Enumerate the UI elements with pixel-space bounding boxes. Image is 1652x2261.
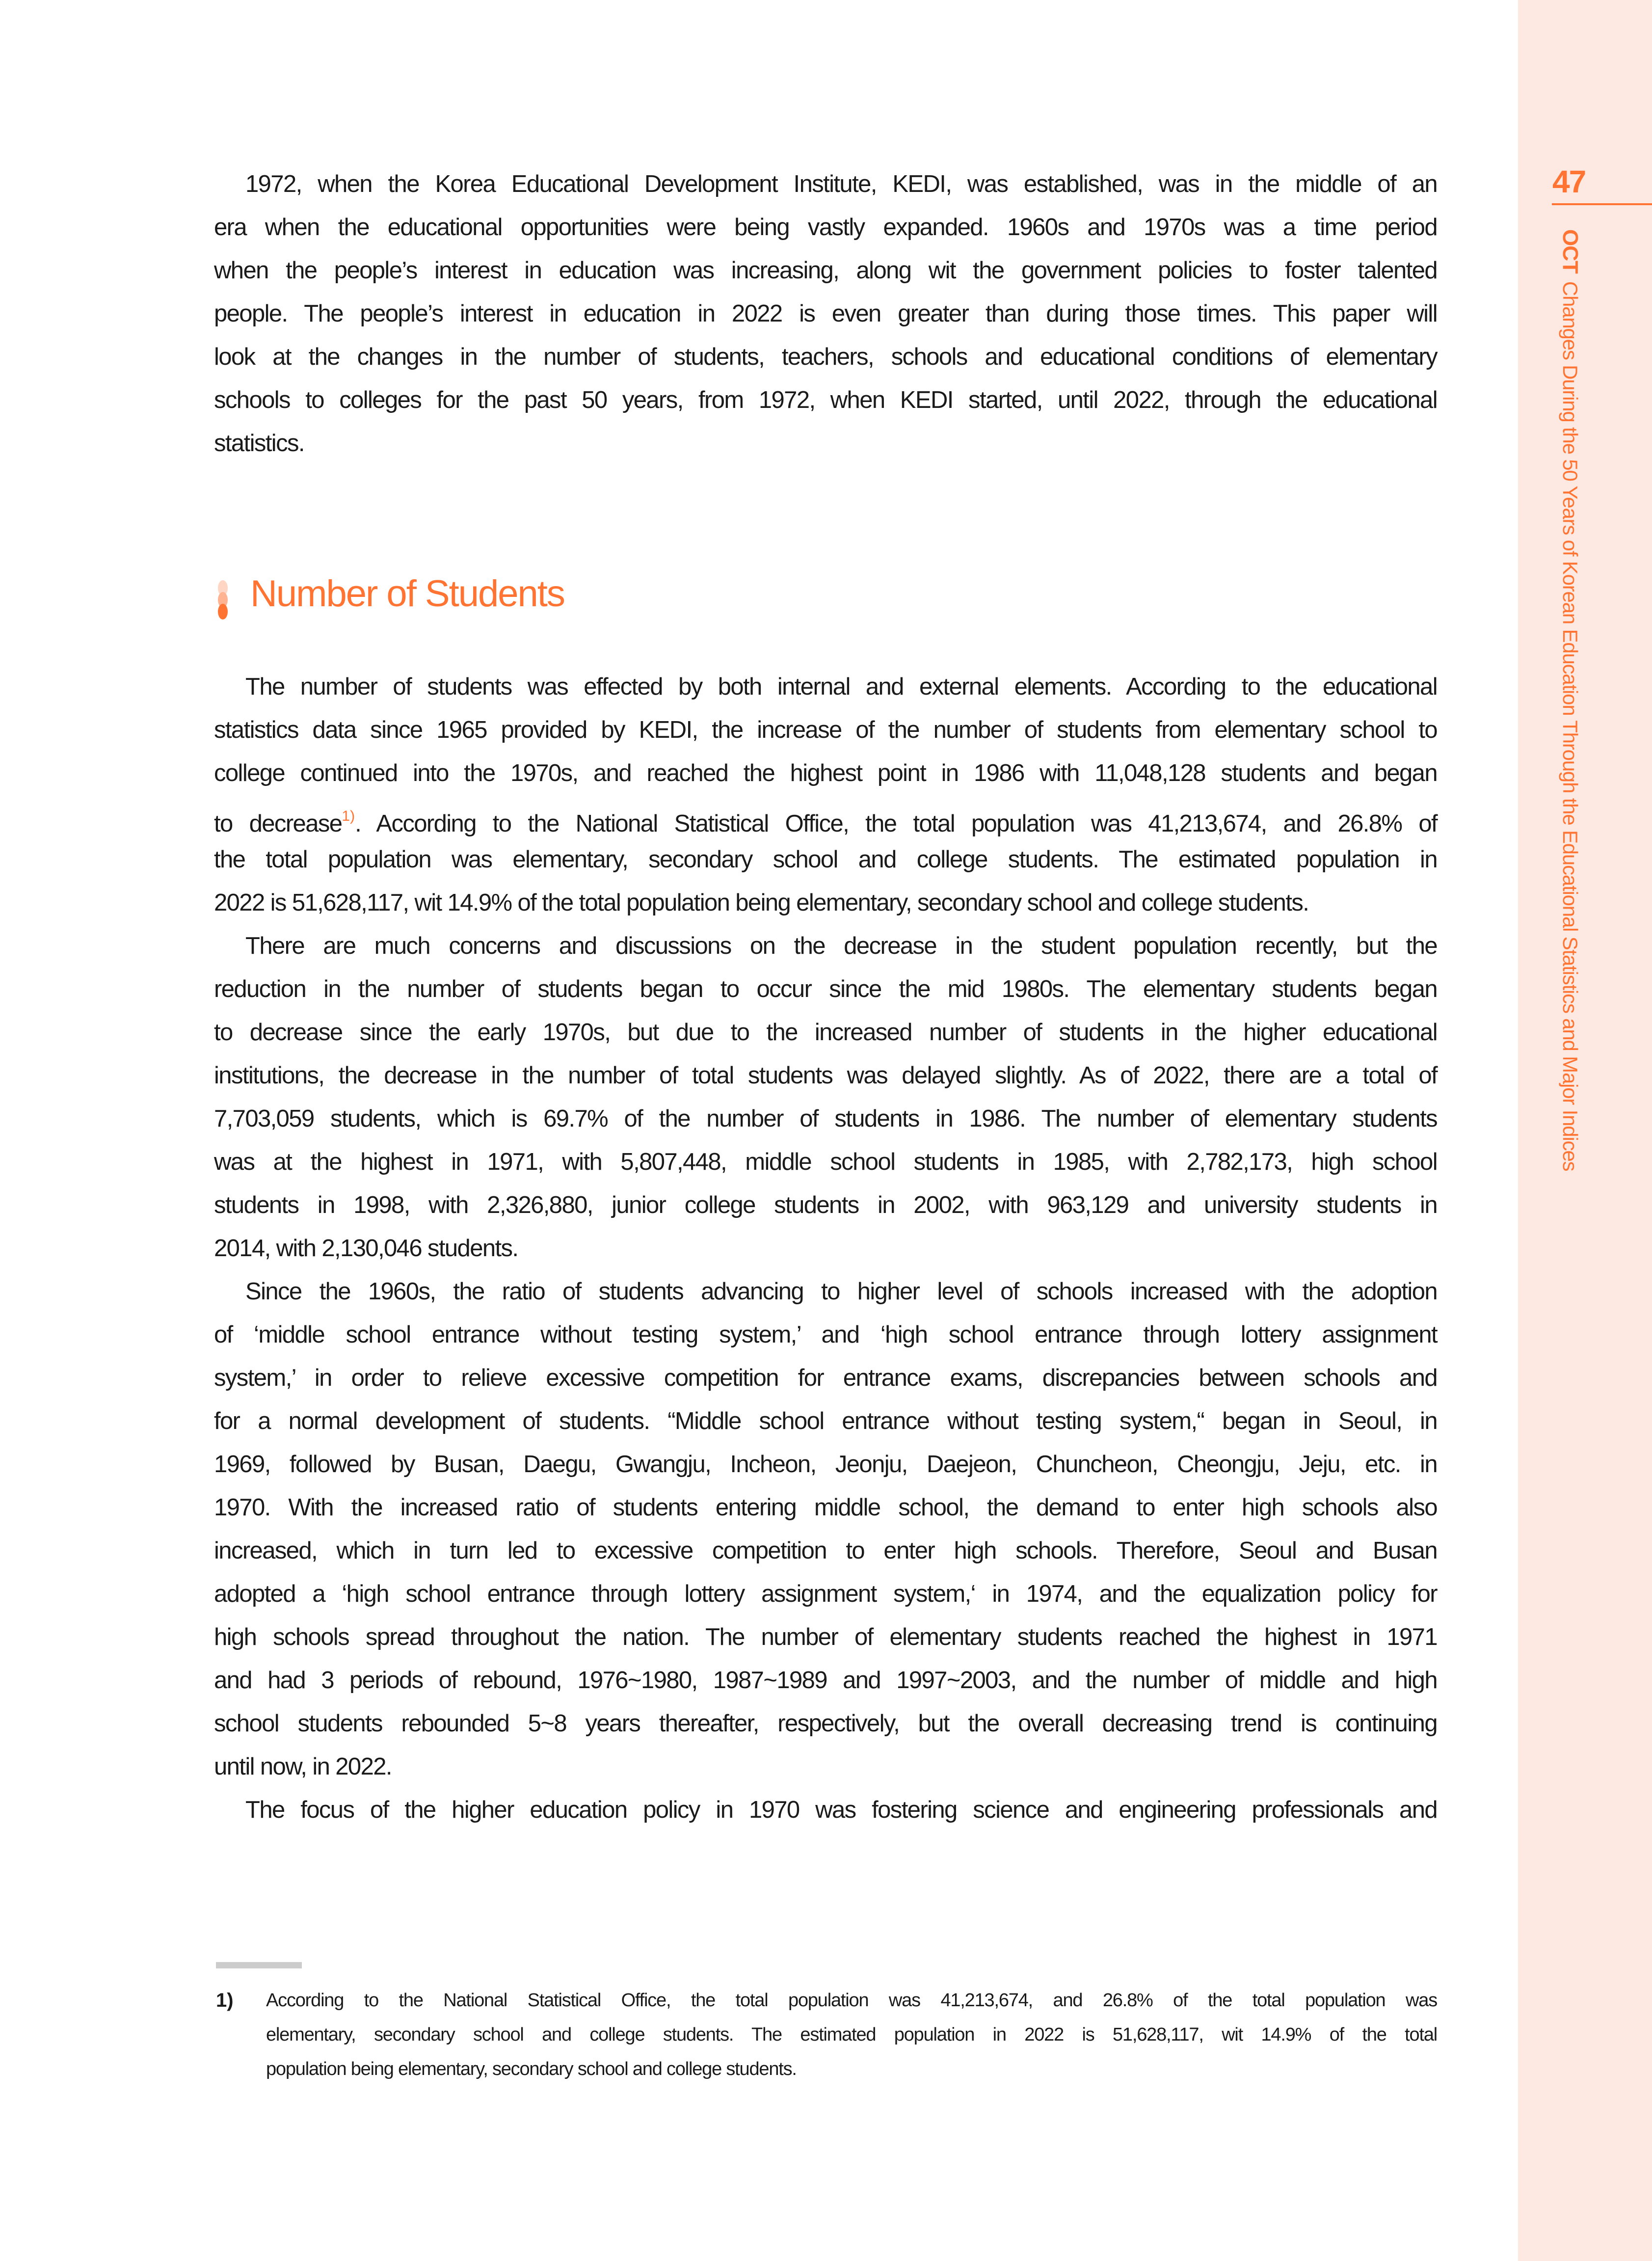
text-line: 2014, with 2,130,046 students. — [214, 1235, 518, 1262]
text-line: reduction in the number of students began to occur since the mid 1980s. The elementary students began — [214, 976, 1437, 1002]
text-line: 1969, followed by Busan, Daegu, Gwangju, Incheon, Jeonju, Daejeon, Chuncheon, Cheongju, Jeju, etc. in — [214, 1451, 1437, 1478]
section-title: Number of Students — [250, 573, 564, 615]
text-line: was at the highest in 1971, with 5,807,448, middle school students in 1985, with 2,782,173, high school — [214, 1149, 1437, 1175]
page-number-divider — [1552, 203, 1652, 205]
running-title: Changes During the 50 Years of Korean Education Through the Educational Statistics and Major Indices — [1559, 281, 1582, 1171]
issue-label: OCT — [1558, 229, 1582, 273]
footnote-line: According to the National Statistical Office, the total population was 41,213,674, and 26.8% of the total population was — [266, 1990, 1437, 2011]
text-line: 2022 is 51,628,117, wit 14.9% of the total population being elementary, secondary school and college students. — [214, 889, 1309, 916]
text-line: look at the changes in the number of students, teachers, schools and educational conditions of elementary — [214, 344, 1437, 370]
text-line: The number of students was effected by both internal and external elements. According to the educational — [245, 673, 1437, 700]
text-line: until now, in 2022. — [214, 1753, 392, 1780]
footnote-reference-link[interactable]: 1) — [342, 808, 355, 824]
text-line: system,’ in order to relieve excessive competition for entrance exams, discrepancies between schools and — [214, 1365, 1437, 1391]
text-line: 1972, when the Korea Educational Development Institute, KEDI, was established, was in the middle of an — [245, 171, 1437, 197]
footnote-number: 1) — [216, 1990, 234, 2011]
text-line: for a normal development of students. “Middle school entrance without testing system,“ began in Seoul, in — [214, 1408, 1437, 1434]
text-line: schools to colleges for the past 50 years, from 1972, when KEDI started, until 2022, through the educational — [214, 387, 1437, 413]
text-line: adopted a ‘high school entrance through lottery assignment system,‘ in 1974, and the equalization policy for — [214, 1581, 1437, 1607]
text-line: the total population was elementary, secondary school and college students. The estimated population in — [214, 846, 1437, 873]
text-line — [214, 795, 1437, 838]
text-segment: to decrease — [214, 810, 342, 837]
text-line: statistics. — [214, 430, 304, 457]
text-line: There are much concerns and discussions on the decrease in the student population recently, but the — [245, 933, 1437, 959]
footnote-divider — [216, 1962, 302, 1968]
text-line: Since the 1960s, the ratio of students advancing to higher level of schools increased with the adoption — [245, 1278, 1437, 1305]
text-line: school students rebounded 5~8 years thereafter, respectively, but the overall decreasing trend is continuing — [214, 1710, 1437, 1737]
text-line: to decrease since the early 1970s, but due to the increased number of students in the higher educational — [214, 1019, 1437, 1046]
text-line: 1970. With the increased ratio of students entering middle school, the demand to enter high schools also — [214, 1494, 1437, 1521]
footnote-line: population being elementary, secondary school and college students. — [266, 2059, 797, 2079]
sidebar — [1518, 0, 1652, 2261]
text-segment: . According to the National Statistical Office, the total population was 41,213,674, and 26.8% of — [355, 810, 1437, 837]
page-number: 47 — [1552, 164, 1586, 199]
text-line: people. The people’s interest in education in 2022 is even greater than during those times. This paper will — [214, 300, 1437, 327]
text-line: era when the educational opportunities were being vastly expanded. 1960s and 1970s was a time period — [214, 214, 1437, 241]
text-line: institutions, the decrease in the number of total students was delayed slightly. As of 2022, there are a total of — [214, 1062, 1437, 1089]
text-line: increased, which in turn led to excessive competition to enter high schools. Therefore, Seoul and Busan — [214, 1537, 1437, 1564]
text-line: high schools spread throughout the nation. The number of elementary students reached the highest in 1971 — [214, 1624, 1437, 1650]
running-header — [1559, 229, 1581, 1294]
text-line: college continued into the 1970s, and reached the highest point in 1986 with 11,048,128 students and began — [214, 760, 1437, 786]
section-heading — [214, 569, 564, 619]
text-line: statistics data since 1965 provided by KEDI, the increase of the number of students from elementary school to — [214, 717, 1437, 743]
text-line: when the people’s interest in education was increasing, along wit the government policies to foster talented — [214, 257, 1437, 284]
heading-bullet-icon — [214, 569, 234, 619]
text-line: The focus of the higher education policy in 1970 was fostering science and engineering professionals and — [245, 1797, 1437, 1823]
text-line: and had 3 periods of rebound, 1976~1980, 1987~1989 and 1997~2003, and the number of middle and high — [214, 1667, 1437, 1694]
footnote-line: elementary, secondary school and college students. The estimated population in 2022 is 51,628,117, wit 14.9% of the total — [266, 2024, 1437, 2045]
text-line: students in 1998, with 2,326,880, junior college students in 2002, with 963,129 and university students in — [214, 1192, 1437, 1218]
text-line: of ‘middle school entrance without testing system,’ and ‘high school entrance through lottery assignment — [214, 1321, 1437, 1348]
text-line: 7,703,059 students, which is 69.7% of the number of students in 1986. The number of elementary students — [214, 1105, 1437, 1132]
